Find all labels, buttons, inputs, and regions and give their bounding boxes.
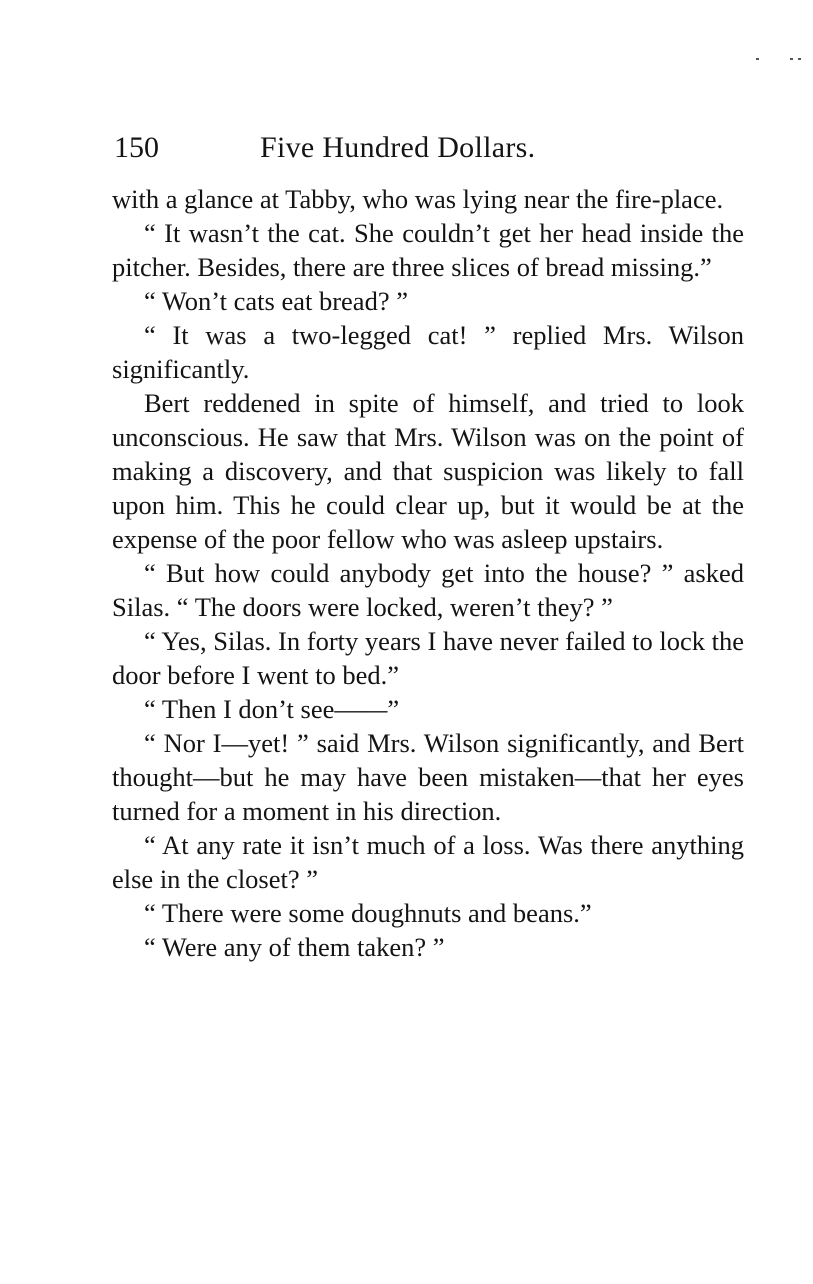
paragraph: Bert reddened in spite of himself, and tried to look unconscious. He saw that Mrs. Wilson was on the point of making a discovery, and that suspicion was likely to fall upon him. This he could clear up, but it would be at the expense of the poor fellow who was asleep upstairs. <box>112 388 744 554</box>
paragraph: “ At any rate it isn’t much of a loss. Was there anything else in the closet? ” <box>112 830 744 894</box>
paragraph: “ Were any of them taken? ” <box>144 932 445 962</box>
book-page <box>112 126 744 964</box>
paragraph: “ Yes, Silas. In forty years I have never failed to lock the door before I went to bed.” <box>112 626 744 690</box>
page-number: 150 <box>114 131 159 164</box>
paragraph-continuation: with a glance at Tabby, who was lying near the fire-place. <box>112 184 724 214</box>
paragraph: “ It was a two-legged cat! ” replied Mrs. Wilson significantly. <box>112 320 744 384</box>
scan-specks <box>752 56 812 64</box>
paragraph: “ Won’t cats eat bread? ” <box>144 286 408 316</box>
paragraph: “ But how could anybody get into the house? ” asked Silas. “ The doors were locked, weren’t they? ” <box>112 558 744 622</box>
paragraph: “ There were some doughnuts and beans.” <box>144 898 592 928</box>
page-body <box>112 182 744 964</box>
page-header <box>112 126 744 170</box>
paragraph: “ Then I don’t see——” <box>144 694 400 724</box>
paragraph: “ It wasn’t the cat. She couldn’t get her head inside the pitcher. Besides, there are three slices of bread missing.” <box>112 218 744 282</box>
running-title: Five Hundred Dollars. <box>260 131 536 164</box>
paragraph: “ Nor I—yet! ” said Mrs. Wilson significantly, and Bert thought—but he may have been mistaken—that her eyes turned for a moment in his direction. <box>112 728 744 826</box>
